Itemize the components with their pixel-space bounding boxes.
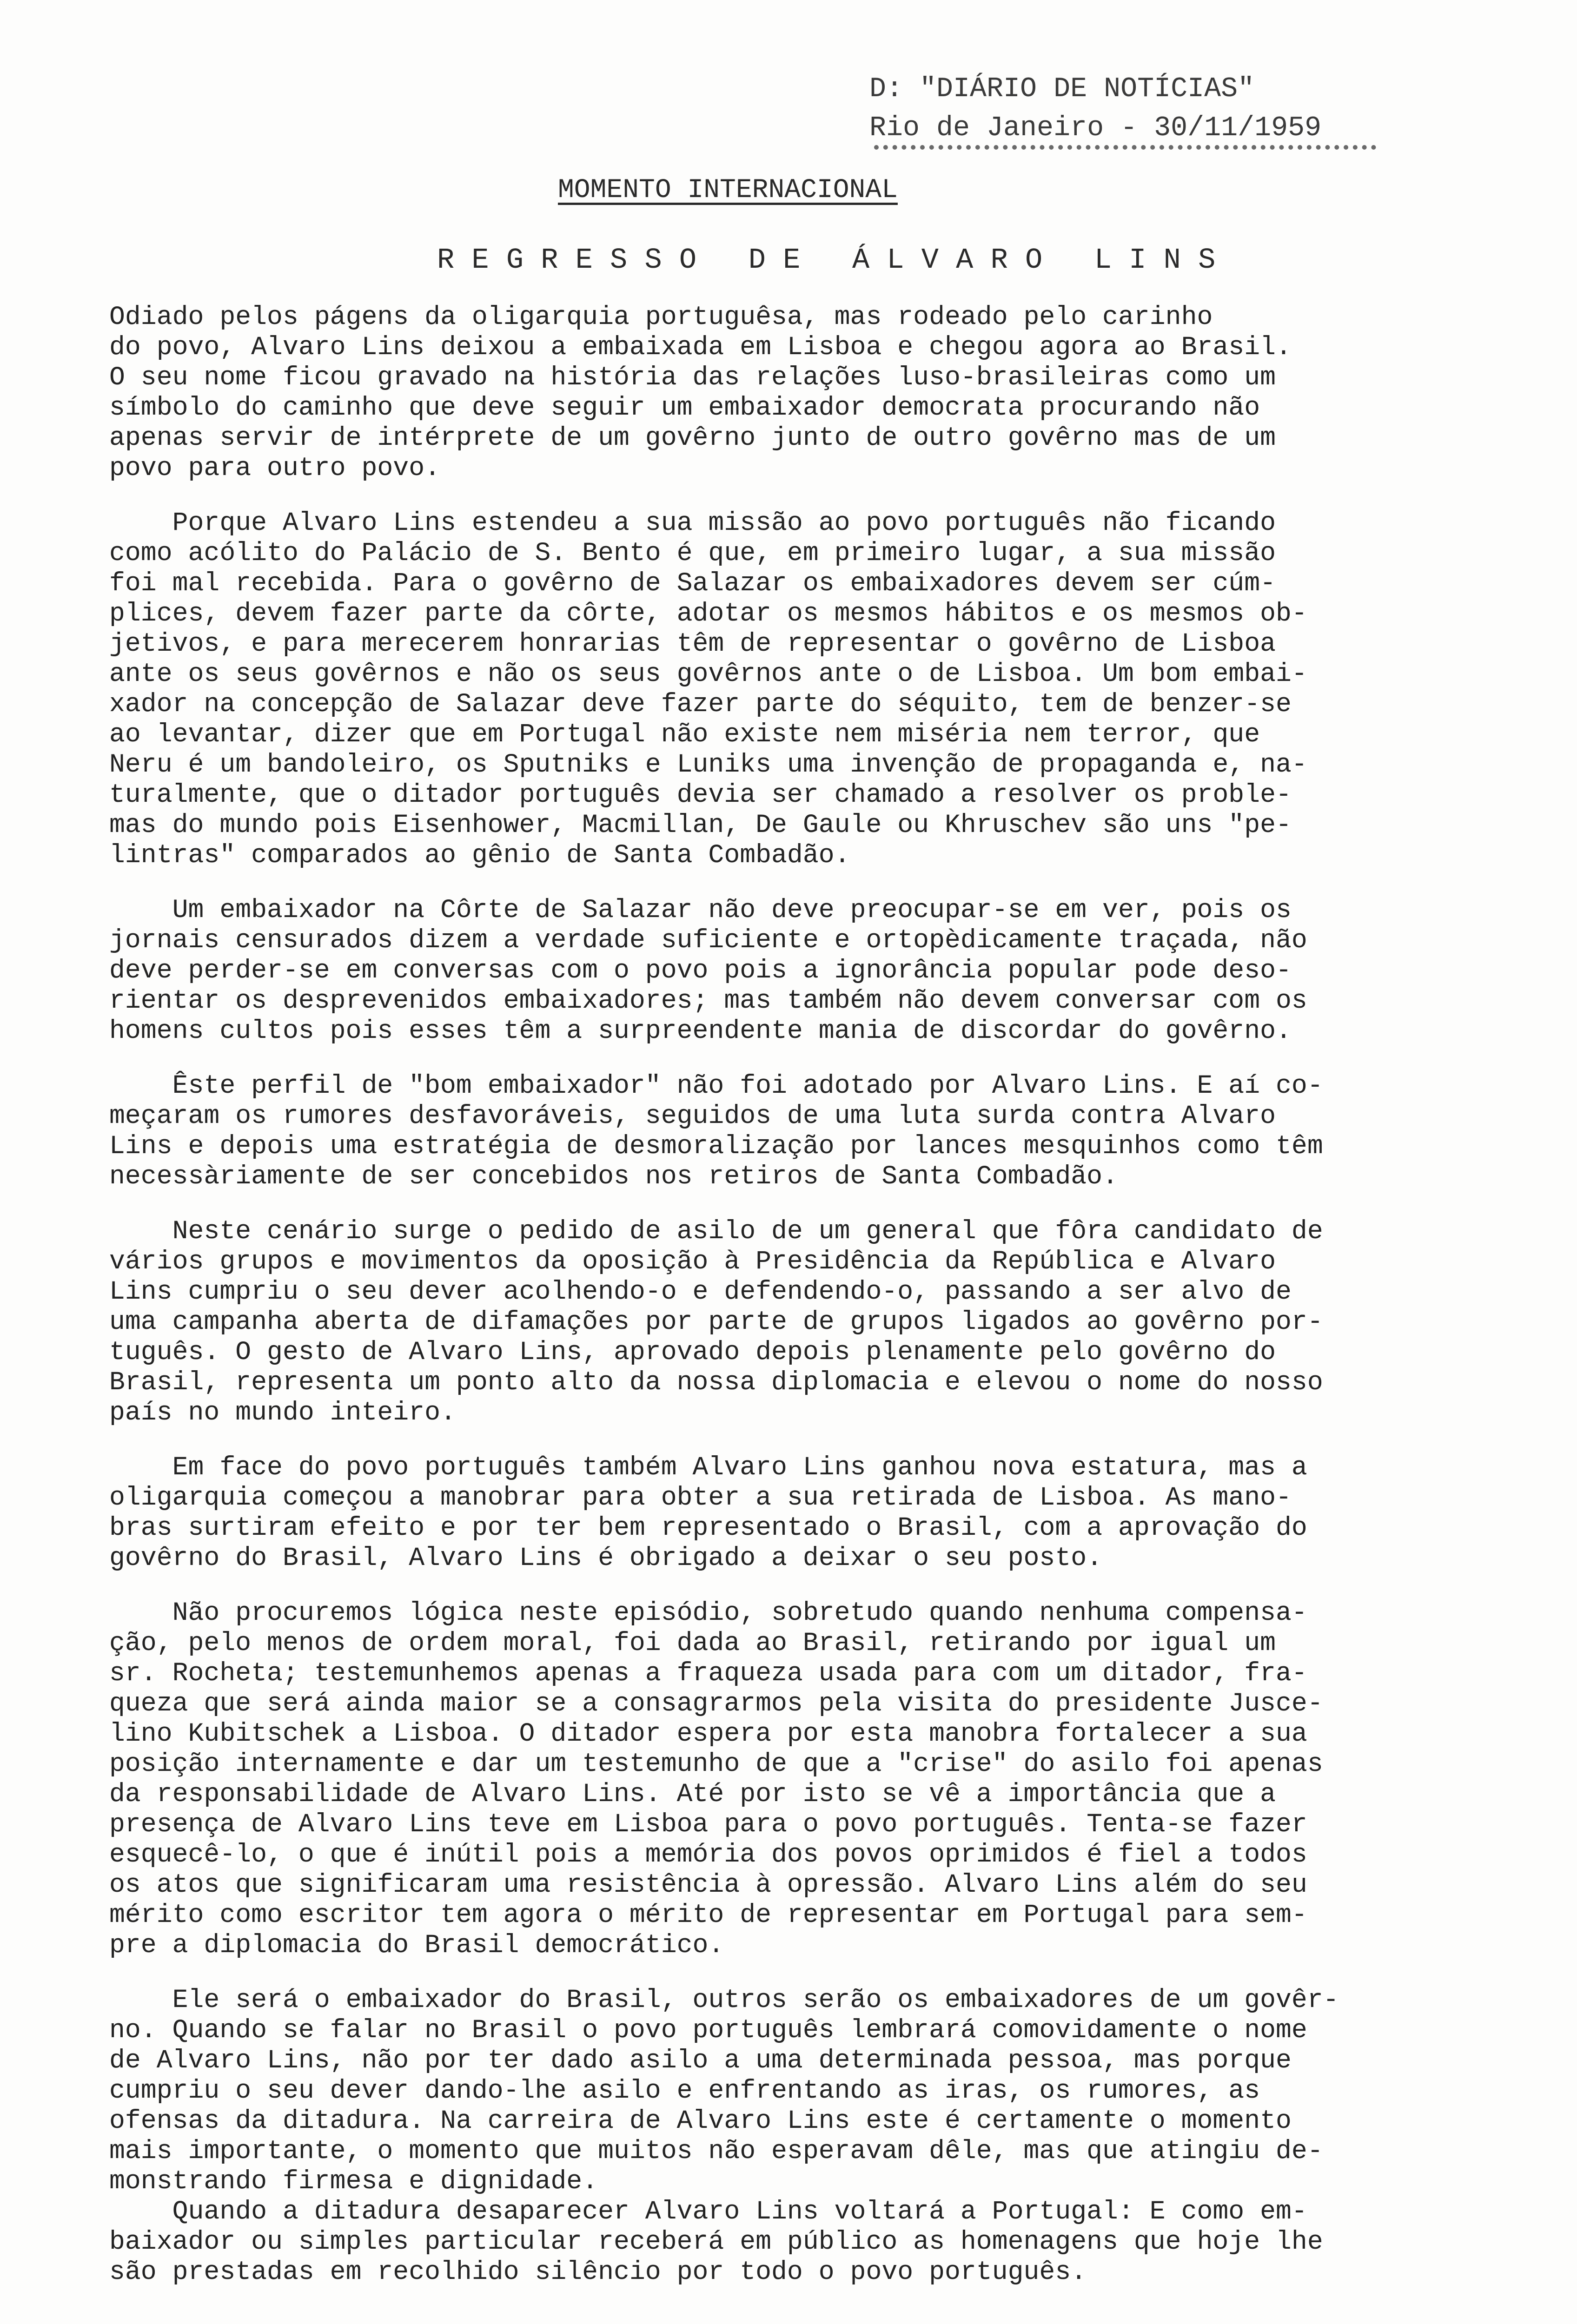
text-line: no. Quando se falar no Brasil o povo português lembrará comovidamente o nome bbox=[109, 2015, 1307, 2045]
text-line: Não procuremos lógica neste episódio, sobretudo quando nenhuma compensa- bbox=[109, 1598, 1307, 1628]
text-line: são prestadas em recolhido silêncio por todo o povo português. bbox=[109, 2257, 1087, 2287]
text-line: O seu nome ficou gravado na história das relações luso-brasileiras como um bbox=[109, 363, 1276, 392]
text-line: Ele será o embaixador do Brasil, outros serão os embaixadores de um govêr- bbox=[109, 1985, 1339, 2015]
text-line: homens cultos pois esses têm a surpreendente mania de discordar do govêrno. bbox=[109, 1016, 1292, 1046]
text-line: país no mundo inteiro. bbox=[109, 1398, 456, 1427]
text-line: Lins e depois uma estratégia de desmoralização por lances mesquinhos como têm bbox=[109, 1131, 1323, 1161]
text-line: lino Kubitschek a Lisboa. O ditador espera por esta manobra fortalecer a sua bbox=[109, 1719, 1307, 1749]
text-line: presença de Alvaro Lins teve em Lisboa para o povo português. Tenta-se fazer bbox=[109, 1809, 1307, 1839]
text-line: plices, devem fazer parte da côrte, adotar os mesmos hábitos e os mesmos ob- bbox=[109, 599, 1307, 628]
dotted-separator bbox=[874, 145, 1376, 152]
text-line: jetivos, e para merecerem honrarias têm de representar o govêrno de Lisboa bbox=[109, 629, 1276, 659]
text-line: Odiado pelos págens da oligarquia portuguêsa, mas rodeado pelo carinho bbox=[109, 302, 1213, 332]
text-line: lintras" comparados ao gênio de Santa Combadão. bbox=[109, 840, 850, 870]
text-line: deve perder-se em conversas com o povo pois a ignorância popular pode deso- bbox=[109, 956, 1292, 985]
text-line: esquecê-lo, o que é inútil pois a memória dos povos oprimidos é fiel a todos bbox=[109, 1840, 1307, 1869]
text-line: cumpriu o seu dever dando-lhe asilo e enfrentando as iras, os rumores, as bbox=[109, 2076, 1260, 2106]
text-line: Lins cumpriu o seu dever acolhendo-o e defendendo-o, passando a ser alvo de bbox=[109, 1277, 1292, 1307]
text-line: xador na concepção de Salazar deve fazer parte do séquito, tem de benzer-se bbox=[109, 689, 1292, 719]
text-line: Neste cenário surge o pedido de asilo de um general que fôra candidato de bbox=[109, 1216, 1323, 1246]
text-line: ção, pelo menos de ordem moral, foi dada ao Brasil, retirando por igual um bbox=[109, 1628, 1276, 1658]
paragraph bbox=[109, 1071, 1499, 1192]
text-line: pre a diplomacia do Brasil democrático. bbox=[109, 1930, 724, 1960]
text-line: necessàriamente de ser concebidos nos retiros de Santa Combadão. bbox=[109, 1162, 1118, 1191]
paragraph bbox=[109, 508, 1499, 871]
text-line: uma campanha aberta de difamações por parte de grupos ligados ao govêrno por- bbox=[109, 1307, 1323, 1337]
paragraph bbox=[109, 895, 1499, 1046]
source-header bbox=[869, 70, 1427, 148]
text-line: meçaram os rumores desfavoráveis, seguidos de uma luta surda contra Alvaro bbox=[109, 1101, 1276, 1131]
text-line: do povo, Alvaro Lins deixou a embaixada em Lisboa e chegou agora ao Brasil. bbox=[109, 332, 1292, 362]
text-line: tuguês. O gesto de Alvaro Lins, aprovado depois plenamente pelo govêrno do bbox=[109, 1337, 1276, 1367]
article-body bbox=[109, 302, 1499, 2312]
text-line: apenas servir de intérprete de um govêrno junto de outro govêrno mas de um bbox=[109, 423, 1276, 453]
text-line: monstrando firmesa e dignidade. bbox=[109, 2166, 598, 2196]
text-line: posição internamente e dar um testemunho de que a "crise" do asilo foi apenas bbox=[109, 1749, 1323, 1779]
text-line: povo para outro povo. bbox=[109, 453, 441, 483]
article-headline: R E G R E S S O D E Á L V A R O L I N S bbox=[437, 244, 1216, 277]
text-line: sr. Rocheta; testemunhemos apenas a fraqueza usada para com um ditador, fra- bbox=[109, 1658, 1307, 1688]
source-place-date: Rio de Janeiro - 30/11/1959 bbox=[869, 112, 1322, 144]
text-line: vários grupos e movimentos da oposição à Presidência da República e Alvaro bbox=[109, 1247, 1276, 1276]
text-line: Êste perfil de "bom embaixador" não foi adotado por Alvaro Lins. E aí co- bbox=[109, 1071, 1323, 1101]
section-rubric: MOMENTO INTERNACIONAL bbox=[558, 175, 898, 205]
text-line: turalmente, que o ditador português devia ser chamado a resolver os proble- bbox=[109, 780, 1292, 810]
text-line: jornais censurados dizem a verdade suficiente e ortopèdicamente traçada, não bbox=[109, 925, 1307, 955]
text-line: Um embaixador na Côrte de Salazar não deve preocupar-se em ver, pois os bbox=[109, 895, 1292, 925]
source-newspaper: D: "DIÁRIO DE NOTÍCIAS" bbox=[869, 73, 1255, 105]
text-line: baixador ou simples particular receberá em público as homenagens que hoje lhe bbox=[109, 2227, 1323, 2257]
text-line: da responsabilidade de Alvaro Lins. Até por isto se vê a importância que a bbox=[109, 1779, 1276, 1809]
text-line: ante os seus govêrnos e não os seus govêrnos ante o de Lisboa. Um bom embai- bbox=[109, 659, 1307, 689]
text-line: de Alvaro Lins, não por ter dado asilo a uma determinada pessoa, mas porque bbox=[109, 2046, 1292, 2075]
paragraph bbox=[109, 1985, 1499, 2287]
text-line: Quando a ditadura desaparecer Alvaro Lins voltará a Portugal: E como em- bbox=[109, 2197, 1307, 2226]
paragraph bbox=[109, 1216, 1499, 1428]
text-line: como acólito do Palácio de S. Bento é que, em primeiro lugar, a sua missão bbox=[109, 538, 1276, 568]
text-line: os atos que significaram uma resistência à opressão. Alvaro Lins além do seu bbox=[109, 1870, 1307, 1900]
text-line: oligarquia começou a manobrar para obter a sua retirada de Lisboa. As mano- bbox=[109, 1483, 1292, 1512]
text-line: mérito como escritor tem agora o mérito de representar em Portugal para sem- bbox=[109, 1900, 1307, 1930]
text-line: rientar os desprevenidos embaixadores; mas também não devem conversar com os bbox=[109, 986, 1307, 1016]
text-line: foi mal recebida. Para o govêrno de Salazar os embaixadores devem ser cúm- bbox=[109, 568, 1276, 598]
paragraph bbox=[109, 1598, 1499, 1961]
text-line: Neru é um bandoleiro, os Sputniks e Luniks uma invenção de propaganda e, na- bbox=[109, 750, 1307, 779]
text-line: mas do mundo pois Eisenhower, Macmillan, De Gaule ou Khruschev são uns "pe- bbox=[109, 810, 1292, 840]
text-line: ao levantar, dizer que em Portugal não existe nem miséria nem terror, que bbox=[109, 720, 1260, 749]
text-line: Brasil, representa um ponto alto da nossa diplomacia e elevou o nome do nosso bbox=[109, 1367, 1323, 1397]
text-line: Porque Alvaro Lins estendeu a sua missão ao povo português não ficando bbox=[109, 508, 1276, 538]
paragraph bbox=[109, 1452, 1499, 1573]
text-line: mais importante, o momento que muitos não esperavam dêle, mas que atingiu de- bbox=[109, 2136, 1323, 2166]
text-line: ofensas da ditadura. Na carreira de Alvaro Lins este é certamente o momento bbox=[109, 2106, 1292, 2136]
paragraph bbox=[109, 302, 1499, 483]
text-line: govêrno do Brasil, Alvaro Lins é obrigado a deixar o seu posto. bbox=[109, 1543, 1103, 1573]
text-line: Em face do povo português também Alvaro Lins ganhou nova estatura, mas a bbox=[109, 1452, 1307, 1482]
text-line: queza que será ainda maior se a consagrarmos pela visita do presidente Jusce- bbox=[109, 1689, 1323, 1718]
text-line: símbolo do caminho que deve seguir um embaixador democrata procurando não bbox=[109, 393, 1260, 423]
text-line: bras surtiram efeito e por ter bem representado o Brasil, com a aprovação do bbox=[109, 1513, 1307, 1543]
